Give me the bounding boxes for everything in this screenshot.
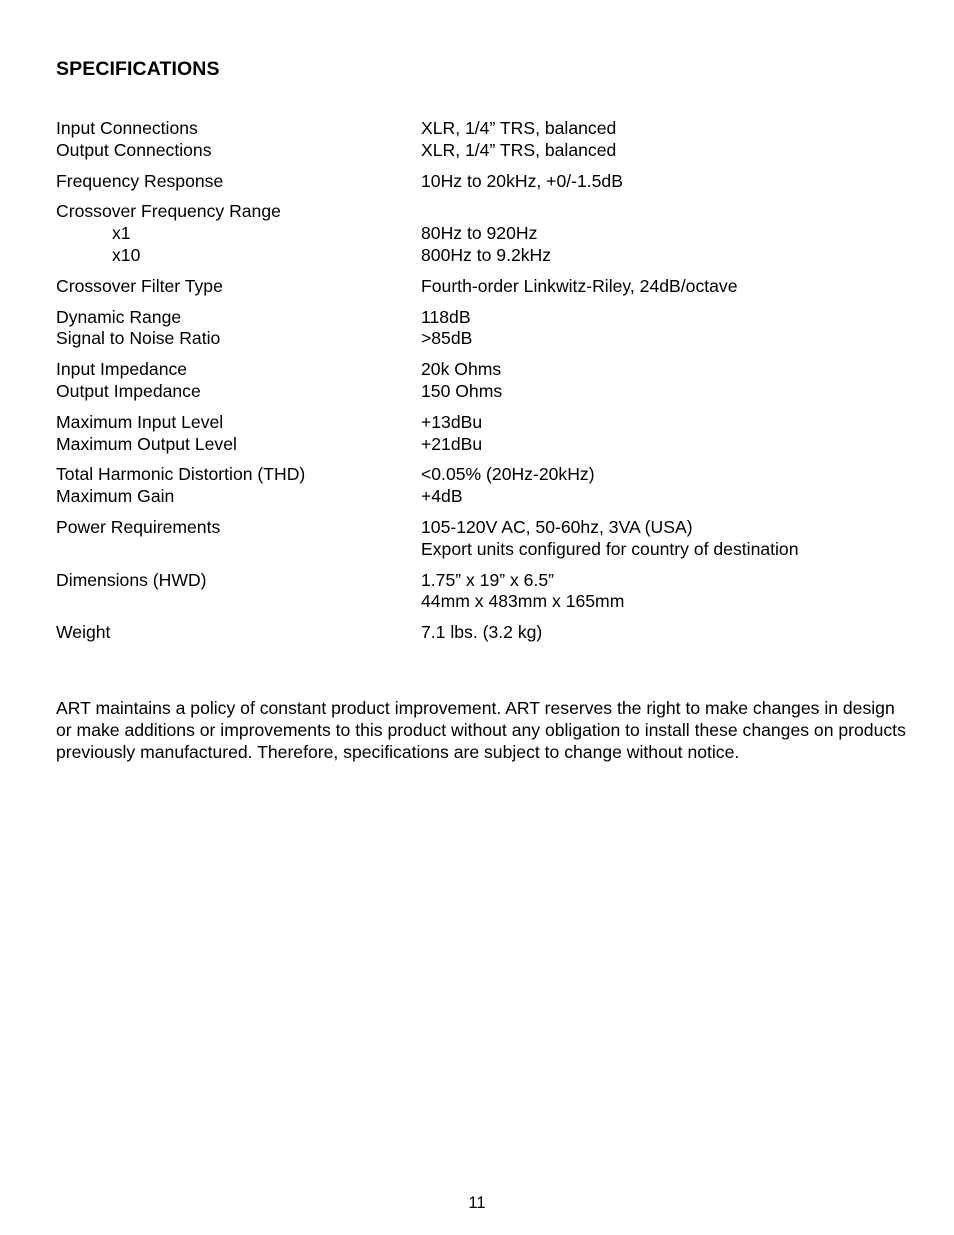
spec-label: Input Impedance <box>56 359 188 380</box>
spec-group-weight <box>56 622 916 644</box>
spec-value: 80Hz to 920Hz <box>421 223 538 244</box>
spec-sublabel: x1 <box>112 223 131 244</box>
spec-row <box>56 223 916 245</box>
spec-label: Weight <box>56 622 111 643</box>
spec-label: Dynamic Range <box>56 306 182 327</box>
spec-group-filter-type <box>56 276 916 298</box>
page-number: 11 <box>468 1194 486 1212</box>
spec-row <box>56 171 916 193</box>
spec-group-frequency-response <box>56 171 916 193</box>
spec-label: Crossover Frequency Range <box>56 201 281 222</box>
spec-value: 20k Ohms <box>421 359 502 380</box>
spec-value: Fourth-order Linkwitz-Riley, 24dB/octave <box>421 275 738 296</box>
spec-label: Crossover Filter Type <box>56 275 223 296</box>
spec-group-crossover-range <box>56 201 916 266</box>
spec-row <box>56 434 916 456</box>
spec-group-levels <box>56 412 916 456</box>
spec-label: Frequency Response <box>56 170 224 191</box>
page-title: SPECIFICATIONS <box>56 58 220 80</box>
spec-label: Maximum Gain <box>56 486 175 507</box>
spec-label: Output Impedance <box>56 380 201 401</box>
spec-row <box>56 328 916 350</box>
spec-value: 105-120V AC, 50-60hz, 3VA (USA) <box>421 516 693 537</box>
spec-row <box>56 359 916 381</box>
spec-value: >85dB <box>421 328 473 349</box>
spec-value: <0.05% (20Hz-20kHz) <box>421 464 595 485</box>
spec-value: 800Hz to 9.2kHz <box>421 244 552 265</box>
spec-row <box>56 591 916 613</box>
improvement-notice: ART maintains a policy of constant product improvement. ART reserves the right to make changes in design or make additions or improvements to this product without any obligation to install these changes on products previously manufactured. Therefore, specifications are subject to change without notice. <box>56 698 906 762</box>
spec-table <box>56 118 916 653</box>
spec-row <box>56 412 916 434</box>
spec-label: Output Connections <box>56 139 212 160</box>
spec-label: Maximum Output Level <box>56 433 237 454</box>
spec-row <box>56 570 916 592</box>
spec-row <box>56 245 916 267</box>
spec-group-impedance <box>56 359 916 403</box>
spec-value: 118dB <box>421 306 471 327</box>
spec-group-distortion-gain <box>56 464 916 508</box>
spec-sublabel: x10 <box>112 244 141 265</box>
spec-group-dynamics <box>56 307 916 351</box>
spec-value: 7.1 lbs. (3.2 kg) <box>421 622 543 643</box>
spec-row <box>56 464 916 486</box>
spec-value: Export units configured for country of destination <box>421 538 799 559</box>
spec-row <box>56 201 916 223</box>
spec-label: Dimensions (HWD) <box>56 569 207 590</box>
spec-label: Signal to Noise Ratio <box>56 328 221 349</box>
spec-label: Total Harmonic Distortion (THD) <box>56 464 306 485</box>
spec-label: Power Requirements <box>56 516 221 537</box>
spec-group-dimensions <box>56 570 916 614</box>
spec-value: +21dBu <box>421 433 483 454</box>
spec-group-power <box>56 517 916 561</box>
spec-group-connections <box>56 118 916 162</box>
spec-row <box>56 118 916 140</box>
spec-value: XLR, 1/4” TRS, balanced <box>421 118 617 138</box>
spec-label: Input Connections <box>56 118 198 138</box>
spec-value: 150 Ohms <box>421 380 503 401</box>
spec-label: Maximum Input Level <box>56 411 224 432</box>
spec-value: 10Hz to 20kHz, +0/-1.5dB <box>421 170 623 191</box>
spec-row <box>56 381 916 403</box>
spec-row <box>56 517 916 539</box>
spec-value: +4dB <box>421 486 463 507</box>
spec-value: 1.75” x 19” x 6.5” <box>421 569 554 590</box>
spec-label <box>56 591 421 613</box>
spec-row <box>56 140 916 162</box>
spec-label <box>56 539 421 561</box>
spec-value: +13dBu <box>421 411 483 432</box>
spec-row <box>56 276 916 298</box>
spec-value <box>421 201 916 223</box>
spec-row <box>56 539 916 561</box>
spec-row <box>56 486 916 508</box>
spec-value: 44mm x 483mm x 165mm <box>421 591 625 612</box>
spec-value: XLR, 1/4” TRS, balanced <box>421 139 617 160</box>
spec-row <box>56 622 916 644</box>
spec-row <box>56 307 916 329</box>
